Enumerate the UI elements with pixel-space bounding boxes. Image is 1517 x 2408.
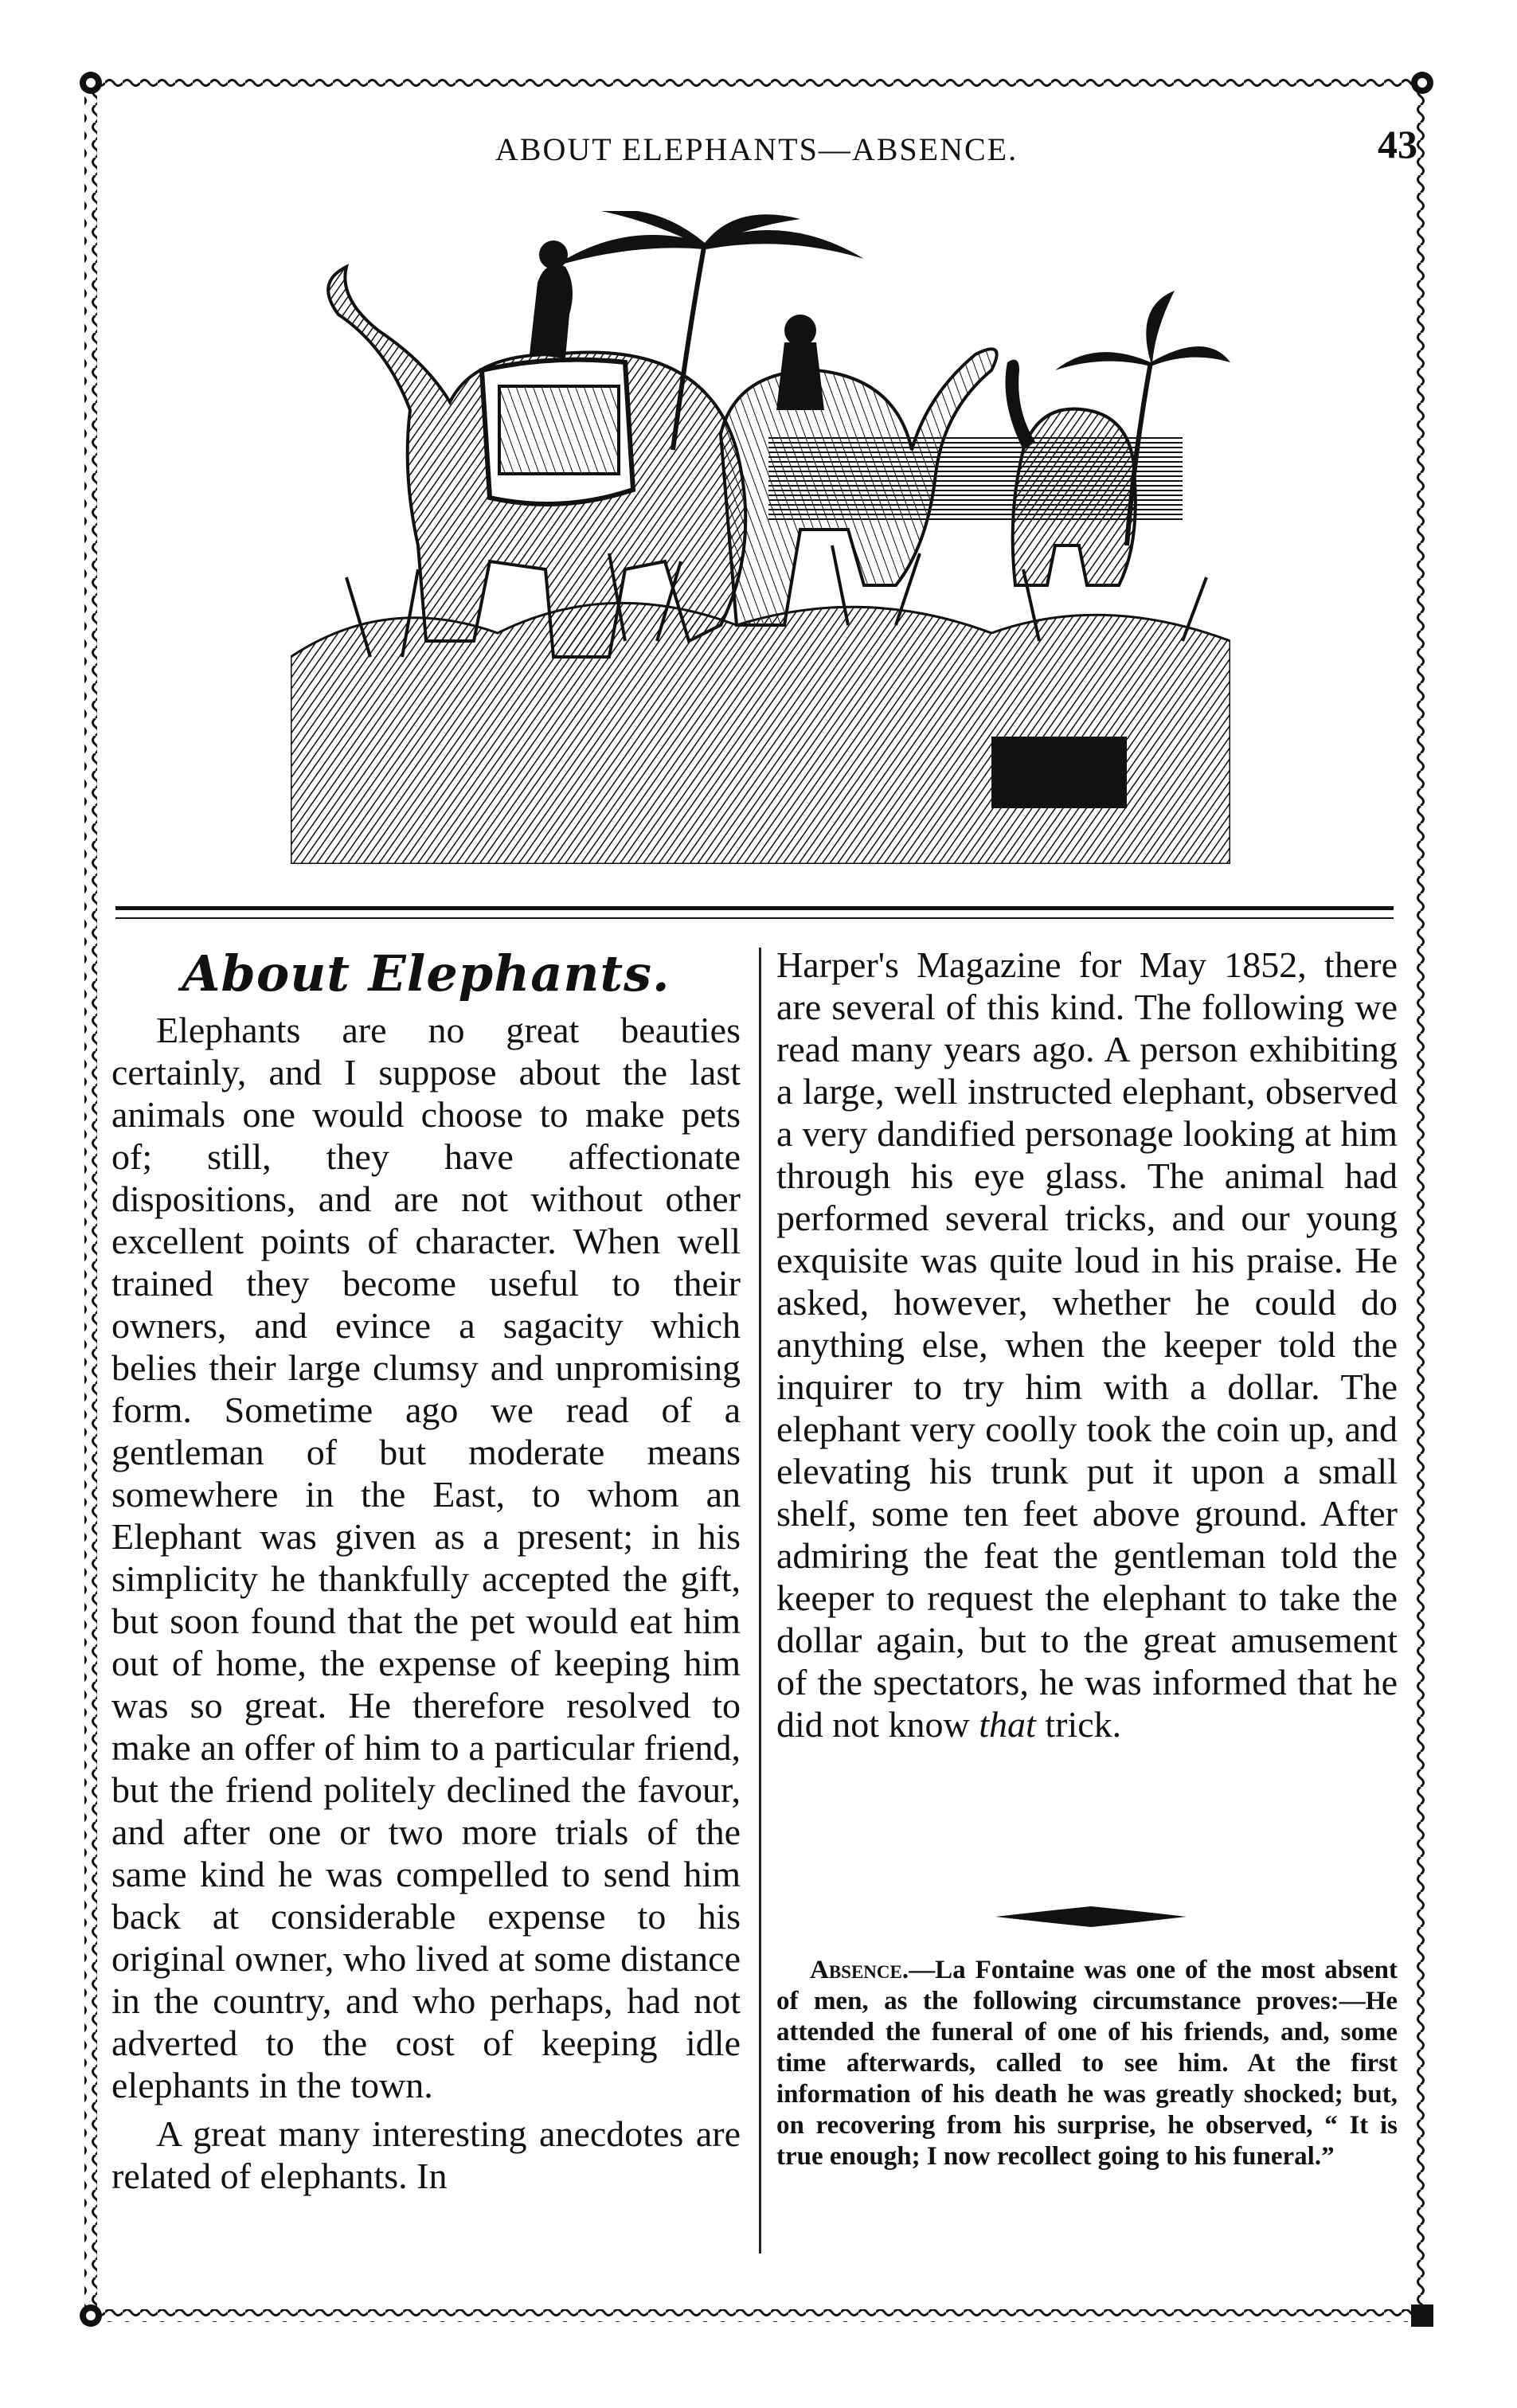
running-head: ABOUT ELEPHANTS—ABSENCE. bbox=[495, 131, 1019, 167]
article-paragraph-2-end: trick. bbox=[1035, 1704, 1122, 1745]
absence-heading: Absence. bbox=[810, 1956, 909, 1984]
left-column bbox=[111, 944, 741, 2197]
article-paragraph-2-continued bbox=[776, 944, 1398, 1745]
separator-ornament-icon bbox=[995, 1905, 1187, 1929]
absence-text: —La Fontaine was one of the most absent of men, as the following circumstance proves:—He attended the funeral of one of his friends, and, some time afterwards, called to see him. At the first information of his death he was greatly shocked; but, on recovering from his surprise, he observed, “ It is true enough; I now recollect going to his funeral.” bbox=[776, 1956, 1398, 2171]
article-paragraph-2: A great many interesting anecdotes are related of elephants. In bbox=[111, 2113, 741, 2196]
article-paragraph-1: Elephants are no great beauties certainly, and I suppose about the last animals one would choose to make pets of; still, they have affectionate dispositions, and are not without other excellent points of character. When well trained they become useful to their owners, and evince a sagacity which belies their large clumsy and unpromising form. Sometime ago we read of a gentleman of but moderate means somewhere in the East, to whom an Elephant was given as a present; in his simplicity he thankfully accepted the gift, but soon found that the pet would eat him out of home, the expense of keeping him was so great. He therefore resolved to make an offer of him to a particular friend, but the friend politely declined the favour, and after one or two more trials of the same kind he was compelled to send him back at considerable expense to his original owner, who lived at some distance in the country, and who perhaps, had not adverted to the cost of keeping idle elephants in the town. bbox=[111, 1010, 741, 2105]
elephant-engraving-icon bbox=[291, 211, 1230, 864]
absence-anecdote bbox=[776, 1955, 1398, 2172]
right-column bbox=[776, 944, 1398, 1745]
page-number: 43 bbox=[1378, 122, 1417, 166]
article-paragraph-2-text: Harper's Magazine for May 1852, there are several of this kind. The following we read many years ago. A person exhibiting a large, well instructed elephant, observed a very dandified personage looking at him through his eye glass. The animal had performed several tricks, and our young exquisite was quite loud in his praise. He asked, however, whether he could do anything else, when the keeper told the inquirer to try him with a dollar. The elephant very coolly took the coin up, and elevating his trunk put it upon a small shelf, some ten feet above ground. After admiring the feat the gentleman told the keeper to request the elephant to take the dollar again, but to the great amusement of the spectators, he was informed that he did not know bbox=[776, 944, 1398, 1745]
article-title: About Elephants. bbox=[182, 944, 671, 1003]
page-header bbox=[96, 122, 1417, 174]
emphasis-word: that bbox=[979, 1704, 1036, 1745]
column-divider bbox=[759, 948, 761, 2254]
